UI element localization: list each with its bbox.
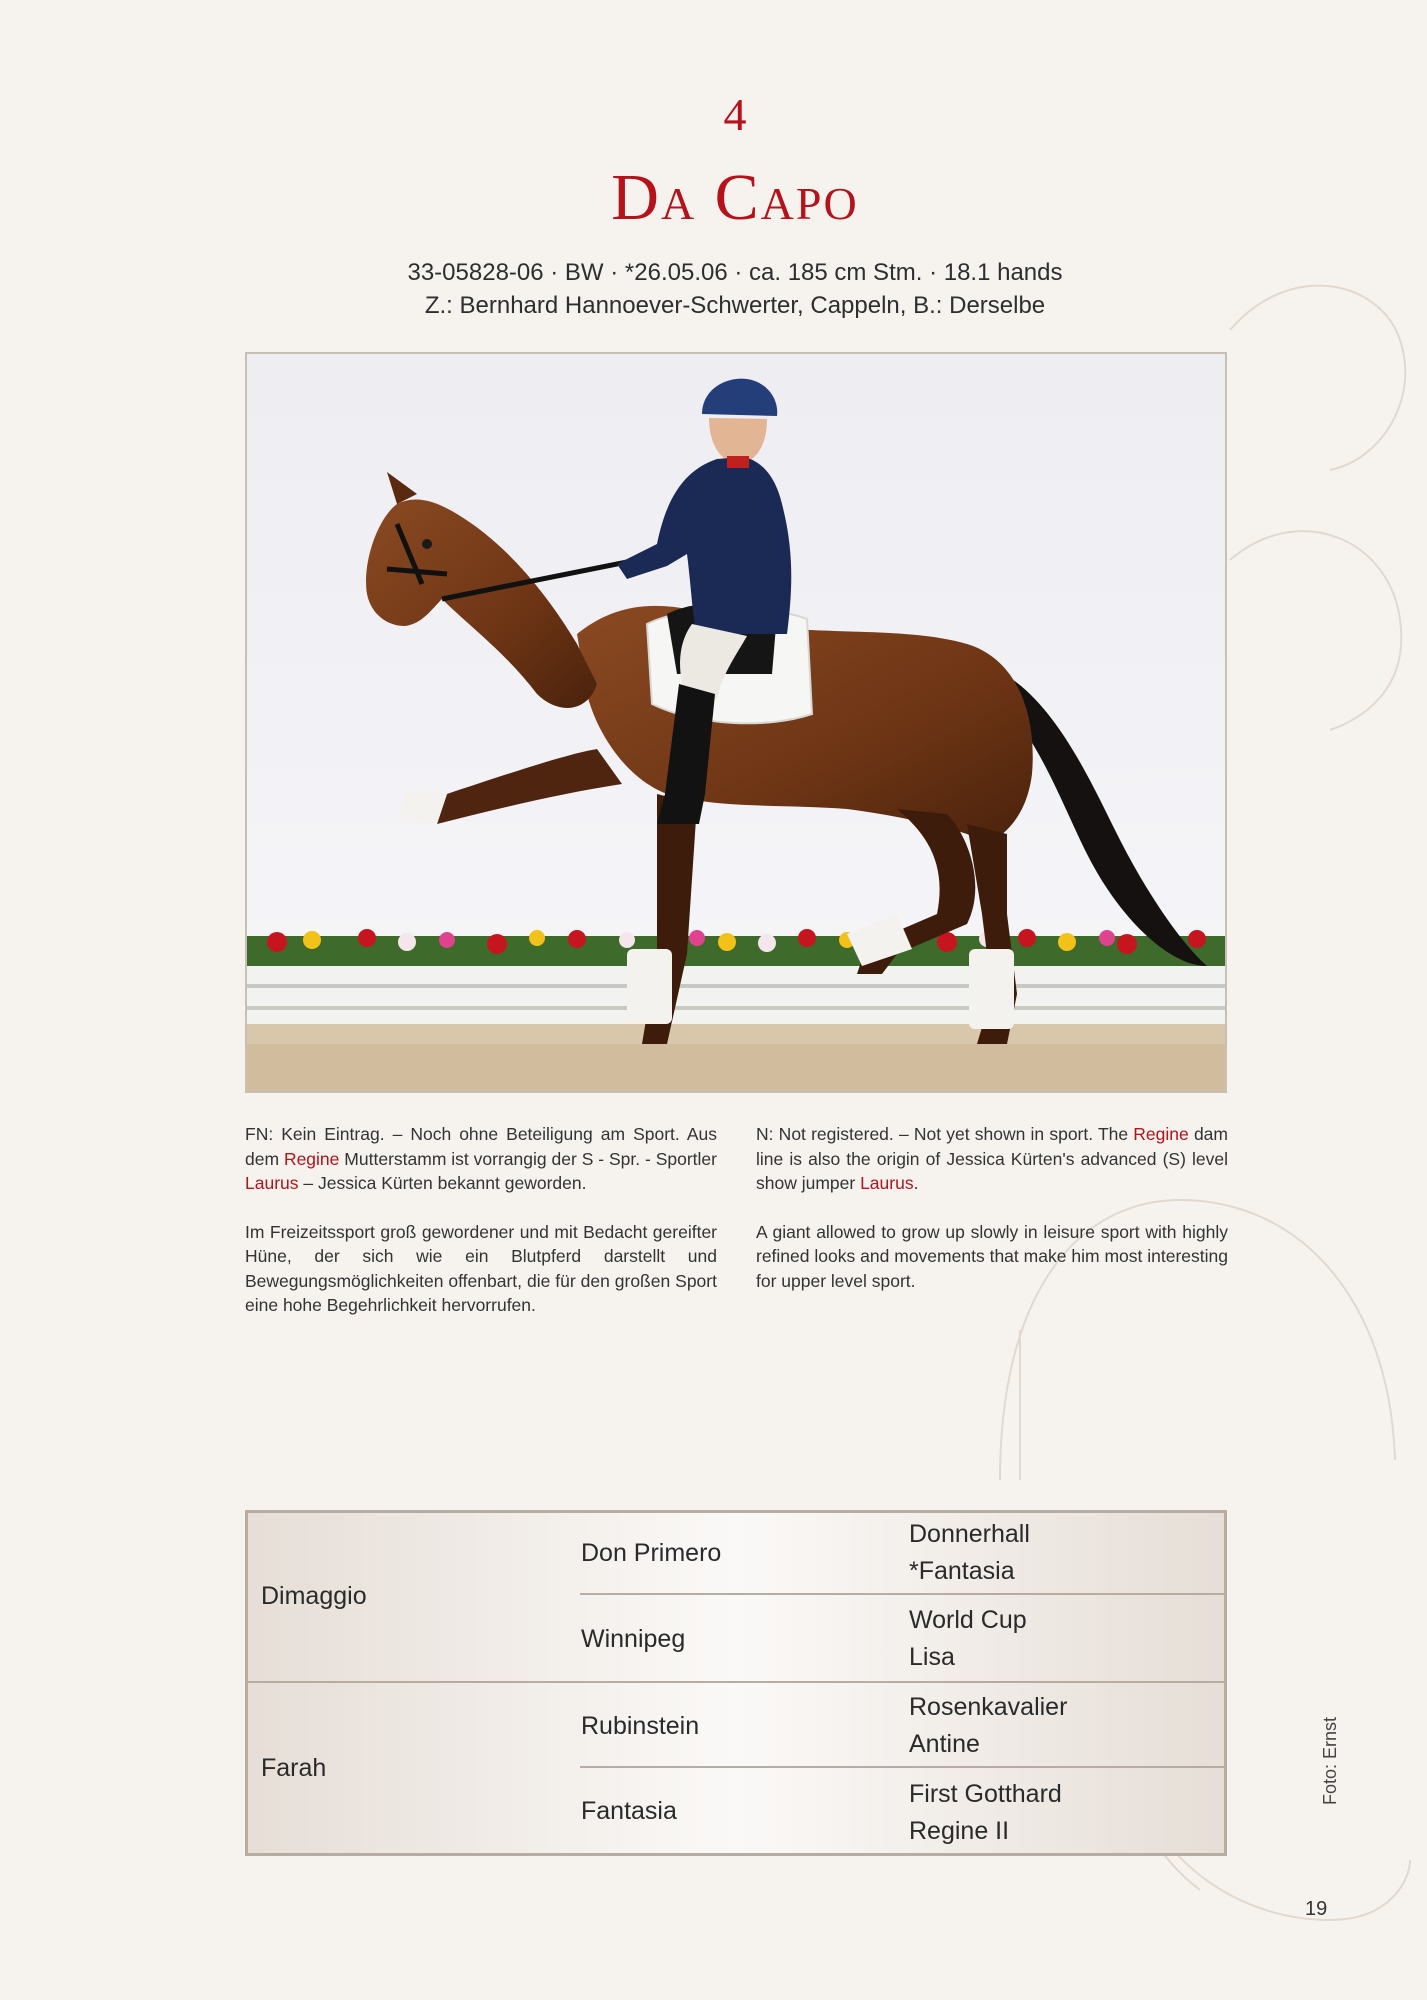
horse-photo — [245, 352, 1227, 1093]
dam-dam: Fantasia — [581, 1797, 677, 1825]
sire: Dimaggio — [261, 1582, 367, 1610]
great-grandparent: Regine II — [909, 1817, 1010, 1845]
details-line-2: Z.: Bernhard Hannoever-Schwerter, Cappeln, B.: Derselbe — [424, 292, 1046, 319]
laurus-link: Laurus — [245, 1173, 299, 1193]
great-grandparent: World Cup — [909, 1606, 1027, 1634]
great-grandparent: First Gotthard — [909, 1780, 1062, 1808]
dam-sire: Rubinstein — [581, 1712, 700, 1740]
page-number: 19 — [1305, 1898, 1328, 1920]
german-p1-text-3: – Jessica Kürten bekannt geworden. — [298, 1173, 587, 1193]
great-grandparent: Lisa — [909, 1643, 955, 1671]
english-p1-text: N: Not registered. – Not yet shown in sport. The — [756, 1124, 1134, 1144]
english-p1-text-3: . — [913, 1173, 919, 1193]
lot-number: 4 — [723, 89, 747, 140]
german-paragraph-2: Im Freizeitssport groß gewordener und mit Bedacht gereifter Hüne, der sich wie ein Blutpferd darstellt und Bewegungsmöglichkeiten offenbart, die für den großen Sport eine hohe Begehrlichkeit hervorrufen. — [245, 1221, 717, 1315]
german-paragraph-1 — [245, 1122, 717, 1196]
sire-sire: Don Primero — [581, 1539, 722, 1567]
english-p1-text-2: dam line is also the origin of Jessica Kürten's advanced (S) level show jumper — [756, 1124, 1228, 1193]
regine-link-en: Regine — [1133, 1124, 1189, 1144]
great-grandparent: Rosenkavalier — [909, 1693, 1068, 1721]
details-line-1: 33-05828-06 · BW · *26.05.06 · ca. 185 cm Stm. · 18.1 hands — [407, 259, 1063, 286]
regine-link: Regine — [283, 1148, 340, 1169]
description-english — [756, 1122, 1228, 1317]
horse-illustration — [247, 354, 1225, 1091]
pedigree-divider-main — [248, 1681, 1224, 1683]
photo-credit: Foto: Ernst — [1320, 1716, 1340, 1805]
pedigree-divider — [580, 1766, 1224, 1768]
sire-dam: Winnipeg — [581, 1625, 686, 1653]
horse-name: Da Capo — [611, 161, 859, 234]
english-paragraph-1 — [756, 1122, 1228, 1196]
great-grandparent: Antine — [909, 1730, 980, 1758]
horse-details — [0, 256, 1427, 322]
great-grandparent: *Fantasia — [909, 1557, 1015, 1585]
english-paragraph-2: A giant allowed to grow up slowly in leisure sport with highly refined looks and movements that make him most interesting for upper level sport. — [756, 1221, 1228, 1291]
laurus-link-en: Laurus — [860, 1173, 914, 1193]
great-grandparent: Donnerhall — [909, 1520, 1030, 1548]
description-german — [245, 1122, 717, 1342]
german-p1-text: FN: Kein Eintrag. – Noch ohne Beteiligung am Sport. Aus dem — [245, 1124, 717, 1169]
pedigree-table — [245, 1510, 1227, 1856]
german-p1-text-2: Mutterstamm ist vorrangig der S - Spr. - Sportler — [339, 1148, 717, 1169]
pedigree-divider — [580, 1593, 1224, 1595]
dam: Farah — [261, 1754, 327, 1782]
